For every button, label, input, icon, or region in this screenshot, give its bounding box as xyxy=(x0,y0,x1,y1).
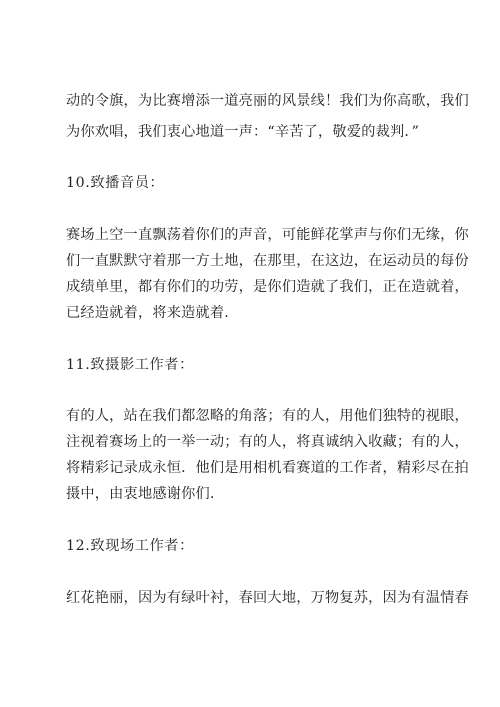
paragraph-line: 红花艳丽，因为有绿叶衬，春回大地，万物复苏，因为有温情春 xyxy=(66,590,469,606)
paragraph-line: 们一直默默守着那一方土地，在那里，在这边，在运动员的每份 xyxy=(66,253,469,269)
section-heading-11: 11.致摄影工作者： xyxy=(66,357,194,373)
paragraph-line: 动的令旗，为比赛增添一道亮丽的风景线！我们为你高歌，我们 xyxy=(66,93,469,109)
paragraph-line: 赛场上空一直飘荡着你们的声音，可能鲜花掌声与你们无缘，你 xyxy=(66,227,469,243)
paragraph-line: 有的人，站在我们都忽略的角落；有的人，用他们独特的视眼， xyxy=(66,408,469,424)
paragraph-line: 注视着赛场上的一举一动；有的人，将真诚纳入收藏；有的人， xyxy=(66,434,469,450)
section-heading-12: 12.致现场工作者： xyxy=(66,538,194,554)
section-heading-10: 10.致播音员： xyxy=(66,175,165,191)
paragraph-line: 成绩单里，都有你们的功劳，是你们造就了我们，正在造就着， xyxy=(66,279,469,295)
paragraph-line: 摄中，由衷地感谢你们. xyxy=(66,486,215,502)
paragraph-line: 将精彩记录成永恒．他们是用相机看赛道的工作者，精彩尽在拍 xyxy=(66,460,469,476)
paragraph-line: 已经造就着，将来造就着. xyxy=(66,305,229,321)
paragraph-line: 为你欢唱，我们衷心地道一声：“辛苦了，敬爱的裁判．” xyxy=(66,124,420,140)
